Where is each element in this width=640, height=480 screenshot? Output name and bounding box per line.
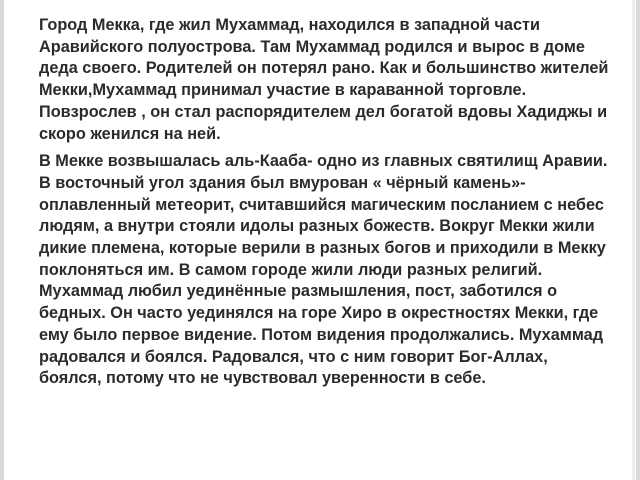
paragraph-mecca-birth: Город Мекка, где жил Мухаммад, находился в западной части Аравийского полуострова. Там Мухаммад родился и вырос в доме деда своего. Родителей он потерял рано. Как и большинство жителей Мекки,Мухаммад принимал участие в караванной торговле. Повзрослев , он стал распорядителем дел богатой вдовы Хадиджы и скоро женился на ней. xyxy=(39,16,609,143)
slide-right-band xyxy=(632,0,635,480)
slide-body-text xyxy=(39,15,614,390)
slide-right-edge xyxy=(636,0,640,480)
paragraph-kaaba: В Мекке возвышалась аль-Кааба- одно из главных святилищ Аравии. В восточный угол здания был вмурован « чёрный камень»- оплавленный метеорит, считавшийся магическим посланием с небес людям, а внутри стояли идолы разных божеств. Вокруг Мекки жили дикие племена, которые верили в разных богов и приходили в Мекку поклоняться им. В самом городе жили люди разных религий. Мухаммад любил уединённые размышления, пост, заботился о бедных. Он часто уединялся на горе Хиро в окрестностях Мекки, где ему было первое видение. Потом видения продолжались. Мухаммад радовался и боялся. Радовался, что с ним говорит Бог-Аллах, боялся, потому что не чувствовал уверенности в себе. xyxy=(39,152,608,388)
slide-left-edge xyxy=(0,0,4,480)
